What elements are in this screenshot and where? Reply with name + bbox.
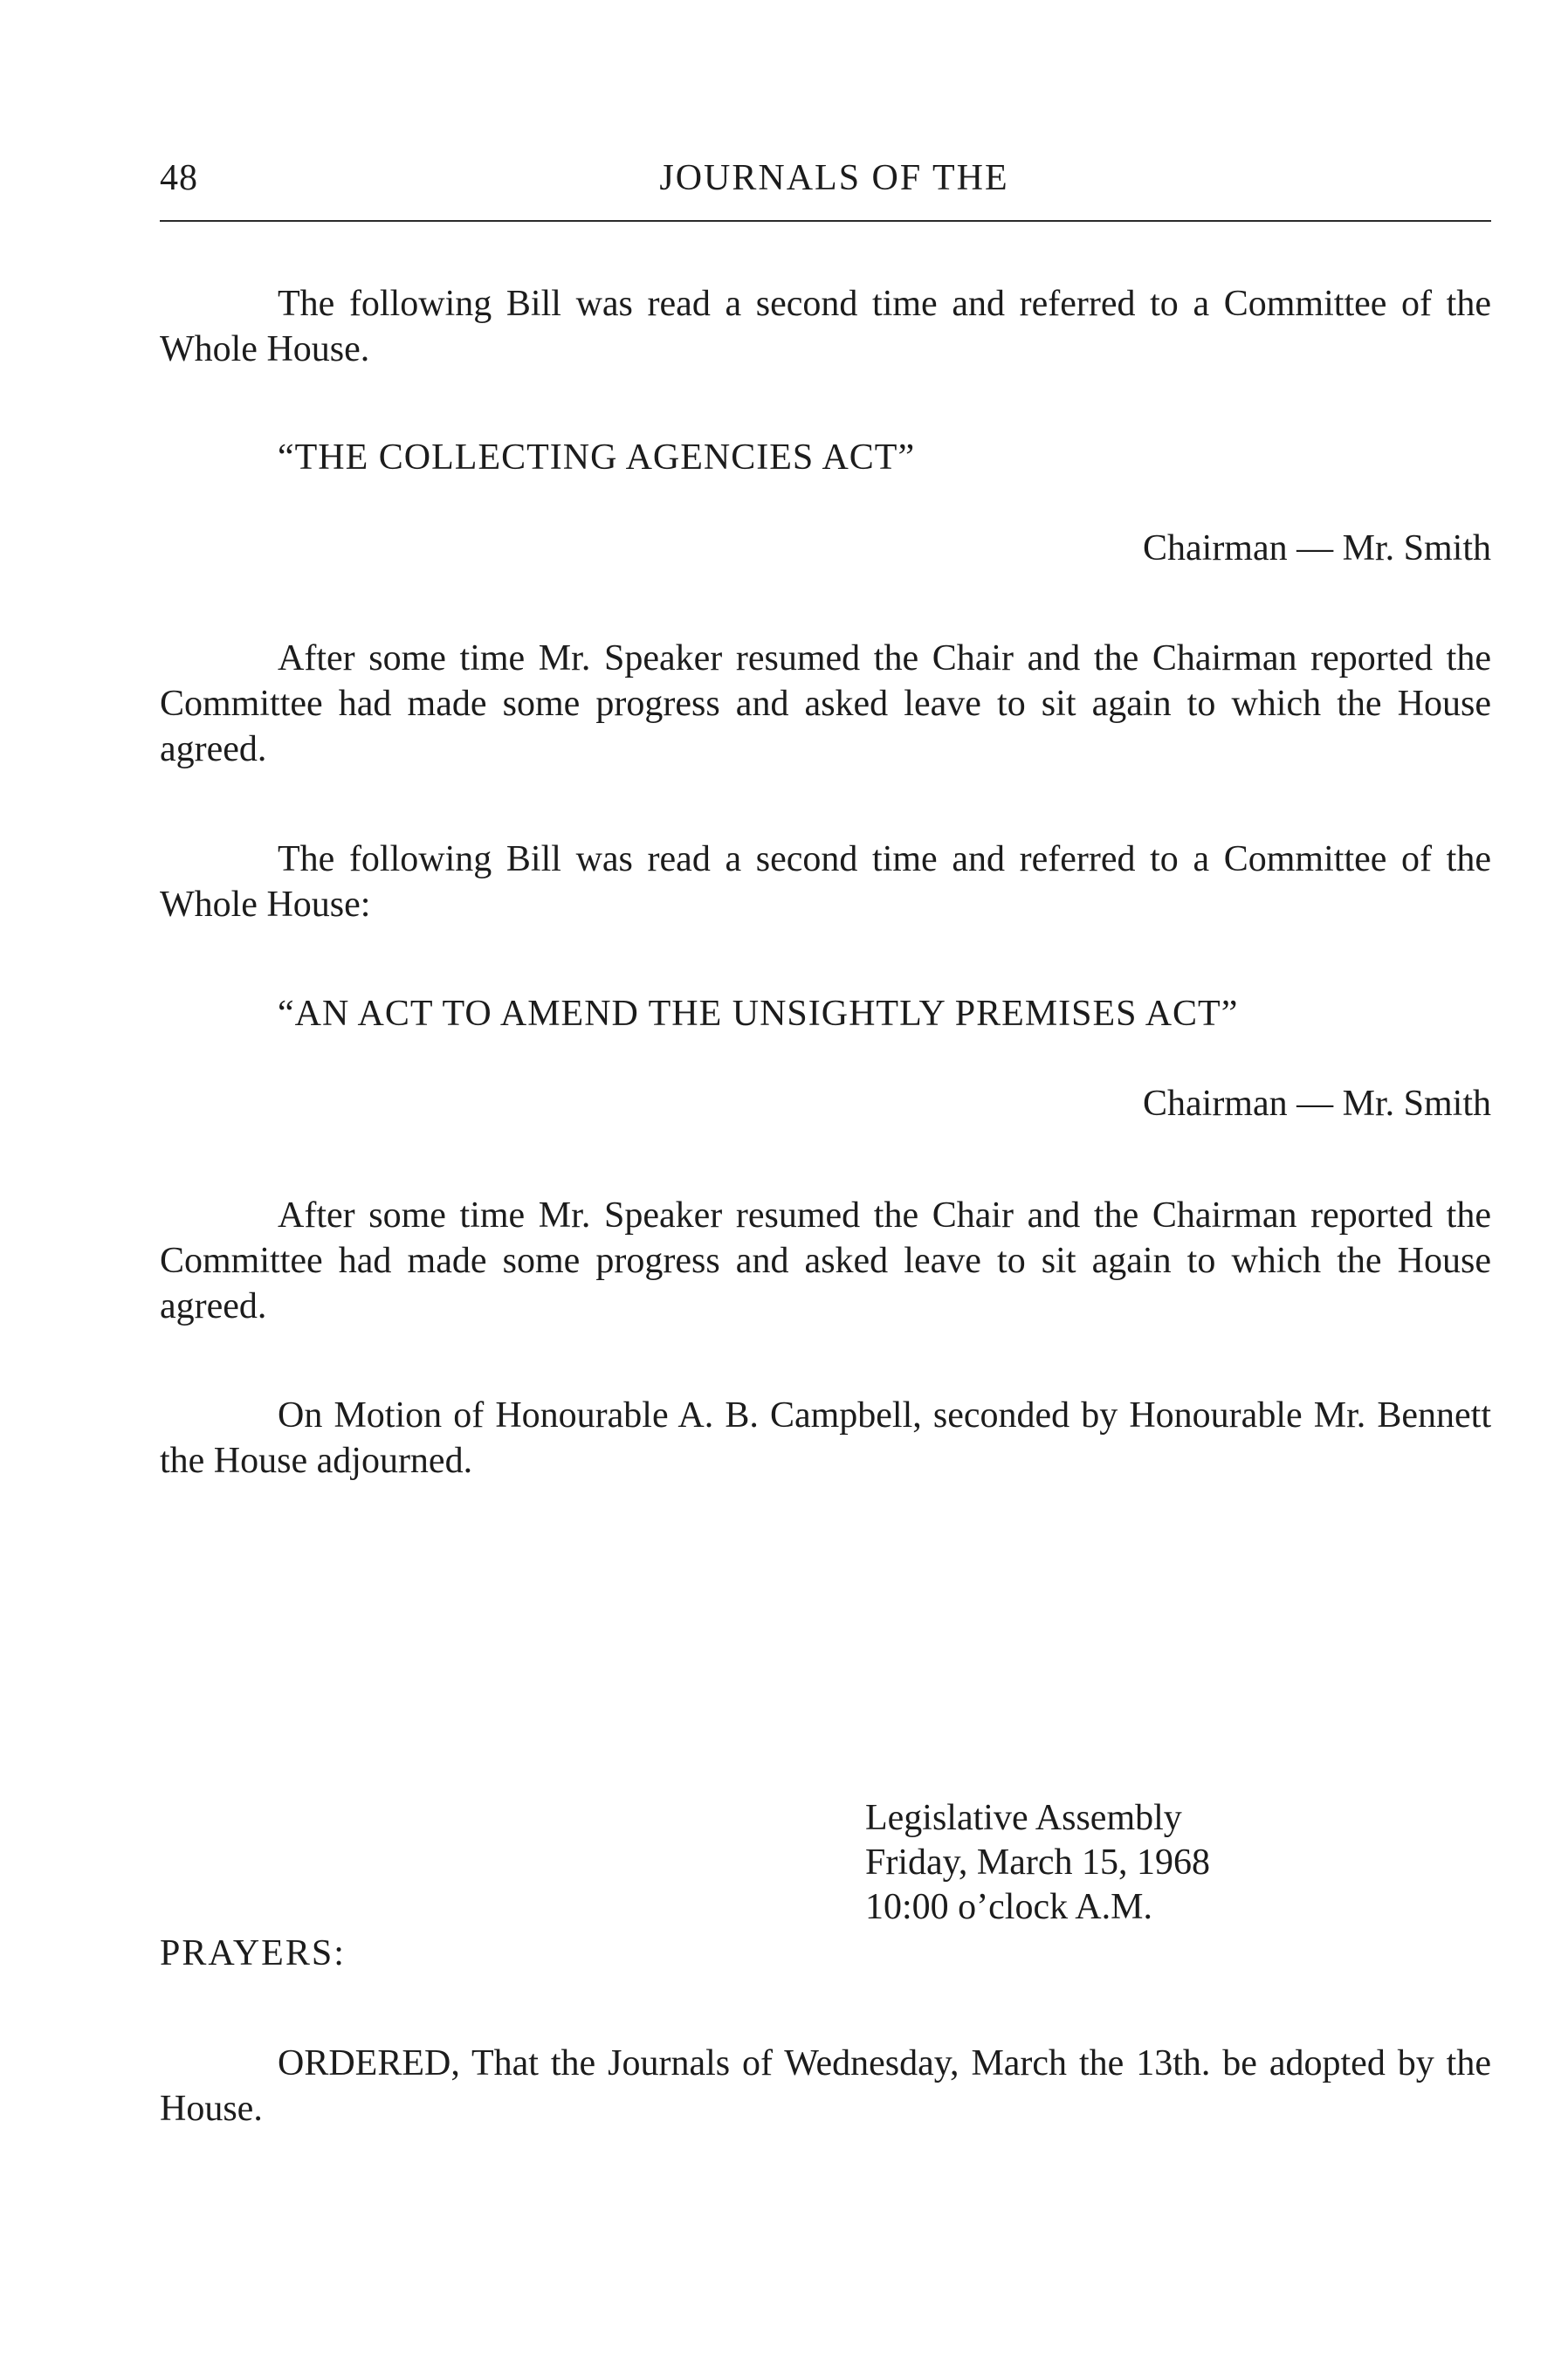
- adjournment-paragraph: On Motion of Honourable A. B. Campbell, seconded by Honourable Mr. Bennett the House adjourned.: [160, 1395, 1491, 1481]
- bill-reading-paragraph-2: The following Bill was read a second time and referred to a Committee of the Whole House:: [160, 839, 1491, 925]
- ordered-paragraph: ORDERED, That the Journals of Wednesday, March the 13th. be adopted by the House.: [160, 2043, 1491, 2129]
- page-number: 48: [160, 158, 198, 198]
- sitting-heading: [865, 1796, 1210, 1930]
- running-head: JOURNALS OF THE: [659, 158, 1009, 198]
- sitting-time: 10:00 o’clock A.M.: [865, 1887, 1152, 1927]
- chairman-line-1: Chairman — Mr. Smith: [1143, 528, 1491, 568]
- committee-report-paragraph-2: After some time Mr. Speaker resumed the Chair and the Chairman reported the Committee had made some progress and asked leave to sit again to which the House agreed.: [160, 1195, 1491, 1326]
- bill-title-2: “AN ACT TO AMEND THE UNSIGHTLY PREMISES ACT”: [278, 994, 1239, 1034]
- page-header: [160, 157, 1491, 210]
- committee-report-paragraph-1: After some time Mr. Speaker resumed the Chair and the Chairman reported the Committee had made some progress and asked leave to sit again to which the House agreed.: [160, 638, 1491, 769]
- bill-title-1: “THE COLLECTING AGENCIES ACT”: [278, 437, 916, 478]
- bill-reading-paragraph-1: The following Bill was read a second time and referred to a Committee of the Whole House.: [160, 284, 1491, 369]
- sitting-date: Friday, March 15, 1968: [865, 1842, 1211, 1883]
- prayers-heading: PRAYERS:: [160, 1933, 346, 1973]
- header-rule: [160, 220, 1491, 222]
- chairman-line-2: Chairman — Mr. Smith: [1143, 1084, 1491, 1124]
- sitting-place: Legislative Assembly: [865, 1798, 1182, 1838]
